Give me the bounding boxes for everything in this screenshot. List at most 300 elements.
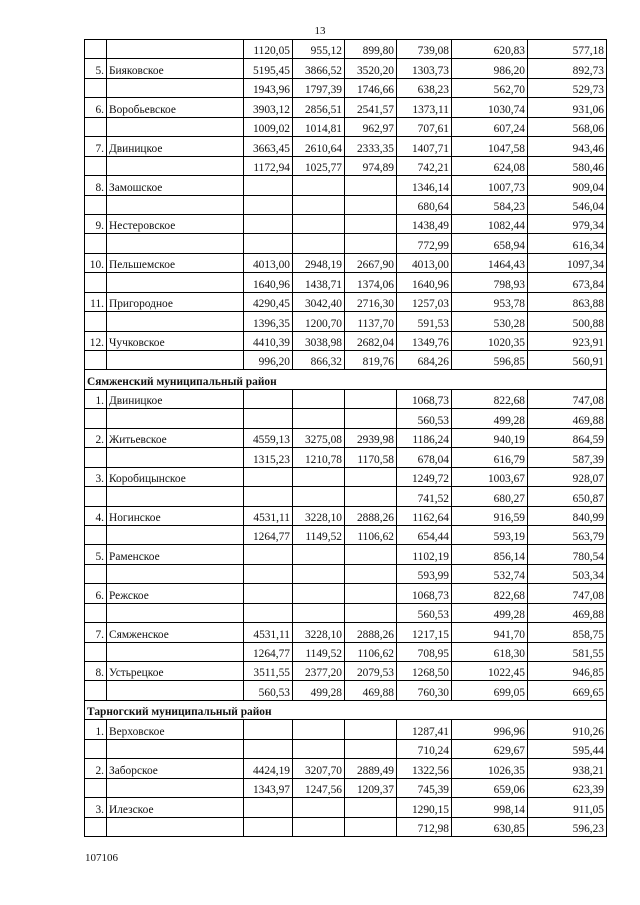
value-cell: 2377,20 — [293, 662, 345, 681]
value-cell — [345, 389, 397, 408]
value-cell: 2610,64 — [293, 137, 345, 156]
value-cell: 1106,62 — [345, 642, 397, 661]
value-cell — [293, 545, 345, 564]
value-cell — [345, 584, 397, 603]
value-cell: 560,53 — [244, 681, 293, 700]
table-body — [85, 40, 607, 837]
value-cell: 616,34 — [528, 234, 607, 253]
value-cell: 819,76 — [345, 351, 397, 370]
table-row — [85, 117, 607, 136]
table-row — [85, 603, 607, 622]
value-cell — [345, 720, 397, 739]
value-cell: 529,73 — [528, 78, 607, 97]
value-cell: 707,61 — [397, 117, 452, 136]
value-cell: 1746,66 — [345, 78, 397, 97]
value-cell: 499,28 — [452, 409, 528, 428]
table-row — [85, 662, 607, 681]
value-cell: 684,26 — [397, 351, 452, 370]
value-cell: 916,59 — [452, 506, 528, 525]
row-number: 6. — [85, 98, 107, 117]
value-cell: 1438,49 — [397, 214, 452, 233]
value-cell: 1264,77 — [244, 642, 293, 661]
settlement-name — [107, 195, 244, 214]
value-cell: 931,06 — [528, 98, 607, 117]
value-cell: 469,88 — [528, 603, 607, 622]
value-cell: 620,83 — [452, 40, 528, 59]
value-cell: 593,99 — [397, 564, 452, 583]
value-cell: 580,46 — [528, 156, 607, 175]
settlement-name — [107, 448, 244, 467]
value-cell: 1047,58 — [452, 137, 528, 156]
value-cell: 560,53 — [397, 603, 452, 622]
value-cell — [244, 720, 293, 739]
value-cell — [244, 234, 293, 253]
section-row — [85, 370, 607, 389]
value-cell: 1172,94 — [244, 156, 293, 175]
value-cell: 591,53 — [397, 312, 452, 331]
value-cell: 638,23 — [397, 78, 452, 97]
table-row — [85, 759, 607, 778]
value-cell: 3511,55 — [244, 662, 293, 681]
table-row — [85, 506, 607, 525]
row-number — [85, 312, 107, 331]
value-cell: 3520,20 — [345, 59, 397, 78]
row-number — [85, 487, 107, 506]
value-cell: 1149,52 — [293, 525, 345, 544]
settlement-name: Чучковское — [107, 331, 244, 350]
value-cell: 500,88 — [528, 312, 607, 331]
row-number: 3. — [85, 467, 107, 486]
row-number: 8. — [85, 662, 107, 681]
value-cell: 650,87 — [528, 487, 607, 506]
value-cell: 577,18 — [528, 40, 607, 59]
value-cell: 680,27 — [452, 487, 528, 506]
value-cell — [293, 195, 345, 214]
value-cell: 1020,35 — [452, 331, 528, 350]
value-cell — [345, 176, 397, 195]
value-cell: 3663,45 — [244, 137, 293, 156]
value-cell: 616,79 — [452, 448, 528, 467]
value-cell: 1014,81 — [293, 117, 345, 136]
row-number: 1. — [85, 389, 107, 408]
value-cell: 747,08 — [528, 389, 607, 408]
row-number — [85, 156, 107, 175]
row-number — [85, 234, 107, 253]
value-cell: 910,26 — [528, 720, 607, 739]
value-cell: 1149,52 — [293, 642, 345, 661]
value-cell — [345, 467, 397, 486]
value-cell: 2939,98 — [345, 428, 397, 447]
value-cell: 618,30 — [452, 642, 528, 661]
value-cell: 2682,04 — [345, 331, 397, 350]
row-number — [85, 40, 107, 59]
settlement-name: Бияковское — [107, 59, 244, 78]
value-cell: 3042,40 — [293, 292, 345, 311]
table-row — [85, 312, 607, 331]
page-number: 13 — [314, 25, 326, 37]
value-cell: 1287,41 — [397, 720, 452, 739]
settlement-name: Раменское — [107, 545, 244, 564]
value-cell: 741,52 — [397, 487, 452, 506]
row-number — [85, 525, 107, 544]
row-number — [85, 739, 107, 758]
value-cell: 996,20 — [244, 351, 293, 370]
value-cell — [244, 214, 293, 233]
table-row — [85, 176, 607, 195]
table-row — [85, 467, 607, 486]
value-cell: 1137,70 — [345, 312, 397, 331]
value-cell: 532,74 — [452, 564, 528, 583]
row-number: 2. — [85, 428, 107, 447]
table-row — [85, 253, 607, 272]
table-row — [85, 545, 607, 564]
value-cell: 1102,19 — [397, 545, 452, 564]
value-cell: 866,32 — [293, 351, 345, 370]
settlement-name: Коробицынское — [107, 467, 244, 486]
value-cell: 941,70 — [452, 623, 528, 642]
value-cell: 1025,77 — [293, 156, 345, 175]
section-title: Сямженский муниципальный район — [85, 370, 607, 389]
value-cell: 955,12 — [293, 40, 345, 59]
value-cell: 1640,96 — [397, 273, 452, 292]
settlement-name — [107, 273, 244, 292]
value-cell: 1217,15 — [397, 623, 452, 642]
value-cell: 630,85 — [452, 817, 528, 836]
value-cell — [345, 487, 397, 506]
row-number — [85, 778, 107, 797]
value-cell: 1797,39 — [293, 78, 345, 97]
table-row — [85, 487, 607, 506]
settlement-name — [107, 681, 244, 700]
value-cell: 909,04 — [528, 176, 607, 195]
settlement-name: Нестеровское — [107, 214, 244, 233]
table-row — [85, 448, 607, 467]
settlement-name: Илезское — [107, 798, 244, 817]
settlement-name — [107, 739, 244, 758]
table-row — [85, 739, 607, 758]
value-cell: 593,19 — [452, 525, 528, 544]
value-cell: 530,28 — [452, 312, 528, 331]
value-cell — [293, 409, 345, 428]
value-cell — [293, 176, 345, 195]
table-row — [85, 720, 607, 739]
table-row — [85, 40, 607, 59]
value-cell: 1343,97 — [244, 778, 293, 797]
value-cell — [293, 798, 345, 817]
value-cell: 3903,12 — [244, 98, 293, 117]
value-cell: 469,88 — [528, 409, 607, 428]
value-cell: 3228,10 — [293, 623, 345, 642]
value-cell: 892,73 — [528, 59, 607, 78]
value-cell — [293, 603, 345, 622]
value-cell: 4013,00 — [244, 253, 293, 272]
value-cell: 2667,90 — [345, 253, 397, 272]
table-row — [85, 273, 607, 292]
settlement-name: Воробьевское — [107, 98, 244, 117]
value-cell: 596,23 — [528, 817, 607, 836]
settlement-name: Пригородное — [107, 292, 244, 311]
value-cell: 1640,96 — [244, 273, 293, 292]
value-cell — [244, 603, 293, 622]
settlement-name — [107, 312, 244, 331]
row-number — [85, 117, 107, 136]
settlement-name — [107, 603, 244, 622]
row-number: 7. — [85, 623, 107, 642]
value-cell: 595,44 — [528, 739, 607, 758]
value-cell: 1068,73 — [397, 389, 452, 408]
value-cell — [345, 817, 397, 836]
value-cell: 712,98 — [397, 817, 452, 836]
settlement-name: Режское — [107, 584, 244, 603]
value-cell — [244, 176, 293, 195]
value-cell: 469,88 — [345, 681, 397, 700]
row-number — [85, 409, 107, 428]
value-cell: 1374,06 — [345, 273, 397, 292]
value-cell — [293, 584, 345, 603]
value-cell: 1106,62 — [345, 525, 397, 544]
settlement-name: Двиницкое — [107, 389, 244, 408]
settlement-name — [107, 78, 244, 97]
table-row — [85, 331, 607, 350]
value-cell: 1210,78 — [293, 448, 345, 467]
value-cell: 1303,73 — [397, 59, 452, 78]
settlement-name — [107, 409, 244, 428]
value-cell: 3207,70 — [293, 759, 345, 778]
value-cell: 822,68 — [452, 389, 528, 408]
value-cell: 747,08 — [528, 584, 607, 603]
value-cell: 659,06 — [452, 778, 528, 797]
value-cell: 962,97 — [345, 117, 397, 136]
value-cell: 503,34 — [528, 564, 607, 583]
value-cell: 745,39 — [397, 778, 452, 797]
settlement-name — [107, 642, 244, 661]
table-row — [85, 214, 607, 233]
row-number: 8. — [85, 176, 107, 195]
table-row — [85, 292, 607, 311]
value-cell: 658,94 — [452, 234, 528, 253]
value-cell — [244, 798, 293, 817]
value-cell: 979,34 — [528, 214, 607, 233]
table-row — [85, 59, 607, 78]
value-cell: 4559,13 — [244, 428, 293, 447]
value-cell: 4410,39 — [244, 331, 293, 350]
value-cell — [293, 487, 345, 506]
value-cell — [244, 389, 293, 408]
value-cell: 1438,71 — [293, 273, 345, 292]
table-row — [85, 798, 607, 817]
value-cell: 1268,50 — [397, 662, 452, 681]
value-cell: 5195,45 — [244, 59, 293, 78]
section-title: Тарногский муниципальный район — [85, 700, 607, 719]
row-number: 3. — [85, 798, 107, 817]
value-cell — [244, 467, 293, 486]
value-cell — [244, 564, 293, 583]
value-cell: 4531,11 — [244, 623, 293, 642]
value-cell — [293, 564, 345, 583]
value-cell — [345, 545, 397, 564]
value-cell — [244, 817, 293, 836]
settlement-name: Пельшемское — [107, 253, 244, 272]
value-cell — [345, 234, 397, 253]
value-cell: 562,70 — [452, 78, 528, 97]
value-cell: 1097,34 — [528, 253, 607, 272]
value-cell: 2888,26 — [345, 623, 397, 642]
settlement-name — [107, 778, 244, 797]
value-cell: 1068,73 — [397, 584, 452, 603]
value-cell: 1003,67 — [452, 467, 528, 486]
row-number: 4. — [85, 506, 107, 525]
value-cell: 1407,71 — [397, 137, 452, 156]
value-cell: 669,65 — [528, 681, 607, 700]
table-row — [85, 98, 607, 117]
table-row — [85, 351, 607, 370]
row-number — [85, 351, 107, 370]
value-cell: 742,21 — [397, 156, 452, 175]
value-cell — [244, 487, 293, 506]
table-row — [85, 681, 607, 700]
settlement-name: Замошское — [107, 176, 244, 195]
row-number — [85, 78, 107, 97]
table-row — [85, 195, 607, 214]
value-cell: 3866,52 — [293, 59, 345, 78]
value-cell: 739,08 — [397, 40, 452, 59]
settlement-name — [107, 351, 244, 370]
value-cell: 4424,19 — [244, 759, 293, 778]
value-cell: 560,53 — [397, 409, 452, 428]
value-cell: 1264,77 — [244, 525, 293, 544]
table-row — [85, 428, 607, 447]
value-cell: 1026,35 — [452, 759, 528, 778]
value-cell: 710,24 — [397, 739, 452, 758]
value-cell: 953,78 — [452, 292, 528, 311]
value-cell: 1009,02 — [244, 117, 293, 136]
table-row — [85, 525, 607, 544]
value-cell: 2079,53 — [345, 662, 397, 681]
value-cell: 772,99 — [397, 234, 452, 253]
settlement-name — [107, 40, 244, 59]
value-cell — [293, 214, 345, 233]
value-cell: 1943,96 — [244, 78, 293, 97]
value-cell: 998,14 — [452, 798, 528, 817]
value-cell: 1257,03 — [397, 292, 452, 311]
row-number — [85, 448, 107, 467]
value-cell: 1022,45 — [452, 662, 528, 681]
row-number: 6. — [85, 584, 107, 603]
value-cell: 607,24 — [452, 117, 528, 136]
value-cell: 822,68 — [452, 584, 528, 603]
footer-code: 107106 — [85, 852, 118, 864]
tariff-table — [84, 39, 607, 837]
table-row — [85, 778, 607, 797]
value-cell — [345, 195, 397, 214]
value-cell: 1170,58 — [345, 448, 397, 467]
value-cell: 780,54 — [528, 545, 607, 564]
value-cell: 624,08 — [452, 156, 528, 175]
table-row — [85, 156, 607, 175]
value-cell: 928,07 — [528, 467, 607, 486]
row-number: 1. — [85, 720, 107, 739]
value-cell — [345, 603, 397, 622]
value-cell: 1120,05 — [244, 40, 293, 59]
row-number — [85, 564, 107, 583]
table-row — [85, 817, 607, 836]
value-cell: 499,28 — [452, 603, 528, 622]
value-cell: 911,05 — [528, 798, 607, 817]
value-cell: 596,85 — [452, 351, 528, 370]
value-cell: 1290,15 — [397, 798, 452, 817]
value-cell: 3228,10 — [293, 506, 345, 525]
value-cell: 587,39 — [528, 448, 607, 467]
value-cell: 3038,98 — [293, 331, 345, 350]
value-cell — [345, 564, 397, 583]
value-cell: 1396,35 — [244, 312, 293, 331]
settlement-name — [107, 117, 244, 136]
value-cell — [244, 545, 293, 564]
value-cell: 1007,73 — [452, 176, 528, 195]
row-number — [85, 817, 107, 836]
value-cell: 1373,11 — [397, 98, 452, 117]
settlement-name — [107, 564, 244, 583]
value-cell — [244, 195, 293, 214]
settlement-name — [107, 156, 244, 175]
settlement-name — [107, 234, 244, 253]
value-cell: 673,84 — [528, 273, 607, 292]
value-cell: 760,30 — [397, 681, 452, 700]
value-cell: 863,88 — [528, 292, 607, 311]
row-number: 12. — [85, 331, 107, 350]
value-cell: 1209,37 — [345, 778, 397, 797]
value-cell: 1346,14 — [397, 176, 452, 195]
value-cell: 1030,74 — [452, 98, 528, 117]
value-cell: 986,20 — [452, 59, 528, 78]
value-cell: 629,67 — [452, 739, 528, 758]
value-cell: 1162,64 — [397, 506, 452, 525]
value-cell: 708,95 — [397, 642, 452, 661]
value-cell: 560,91 — [528, 351, 607, 370]
value-cell: 623,39 — [528, 778, 607, 797]
value-cell: 974,89 — [345, 156, 397, 175]
value-cell: 856,14 — [452, 545, 528, 564]
value-cell: 946,85 — [528, 662, 607, 681]
value-cell: 546,04 — [528, 195, 607, 214]
settlement-name — [107, 817, 244, 836]
value-cell: 899,80 — [345, 40, 397, 59]
row-number: 5. — [85, 545, 107, 564]
value-cell — [244, 739, 293, 758]
value-cell: 1315,23 — [244, 448, 293, 467]
row-number: 11. — [85, 292, 107, 311]
value-cell: 798,93 — [452, 273, 528, 292]
row-number: 9. — [85, 214, 107, 233]
row-number — [85, 681, 107, 700]
value-cell: 2716,30 — [345, 292, 397, 311]
value-cell: 2856,51 — [293, 98, 345, 117]
value-cell — [293, 389, 345, 408]
value-cell — [293, 467, 345, 486]
row-number: 5. — [85, 59, 107, 78]
settlement-name: Ногинское — [107, 506, 244, 525]
value-cell — [293, 234, 345, 253]
table-row — [85, 137, 607, 156]
value-cell: 1247,56 — [293, 778, 345, 797]
value-cell: 2888,26 — [345, 506, 397, 525]
table-row — [85, 409, 607, 428]
table-row — [85, 642, 607, 661]
value-cell: 581,55 — [528, 642, 607, 661]
value-cell: 2948,19 — [293, 253, 345, 272]
value-cell: 1464,43 — [452, 253, 528, 272]
value-cell: 678,04 — [397, 448, 452, 467]
